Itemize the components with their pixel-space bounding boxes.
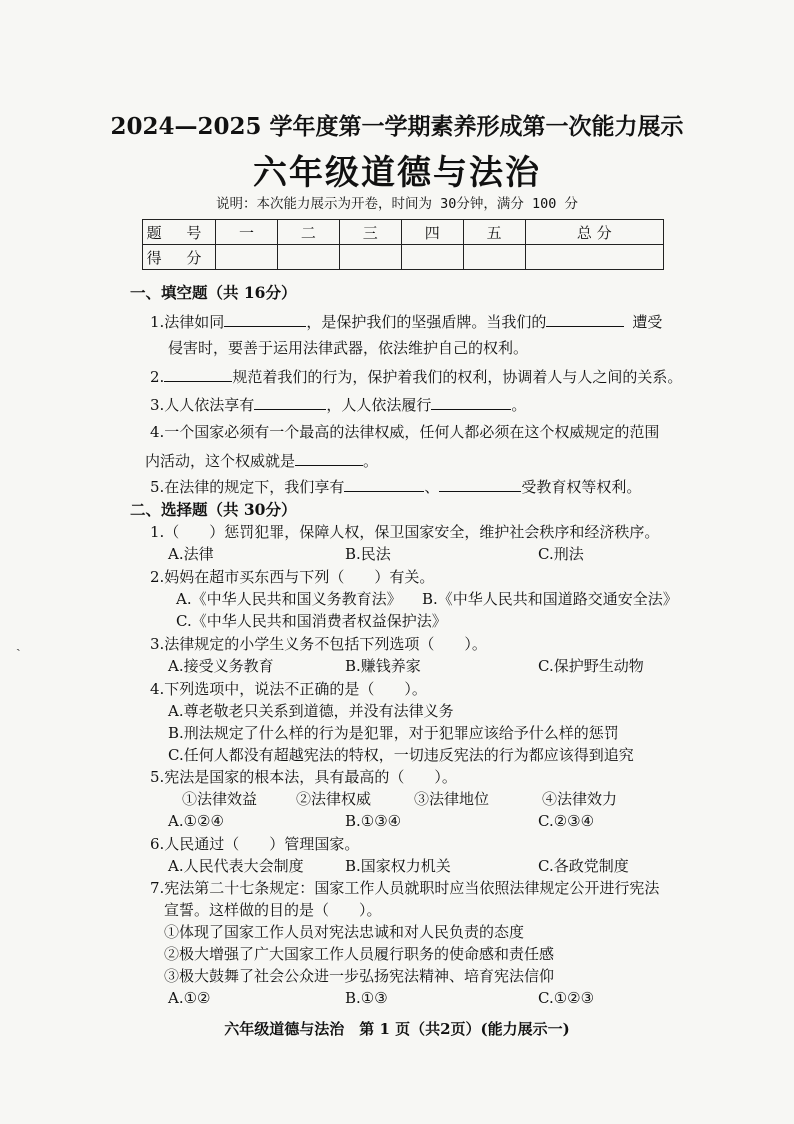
q5-blank-2[interactable] xyxy=(439,476,521,492)
q5-option-c[interactable]: C.②③④ xyxy=(538,812,595,830)
q5-option-b[interactable]: B.①③④ xyxy=(345,812,402,830)
fill-question-5 xyxy=(150,476,641,497)
q3-blank-1[interactable] xyxy=(254,394,326,410)
q4-option-b[interactable]: B.刑法规定了什么样的行为是犯罪，对于犯罪应该给予什么样的惩罚 xyxy=(168,724,619,742)
q2-option-b[interactable]: B.《中华人民共和国道路交通安全法》 xyxy=(422,590,678,608)
score-cell-2: 二 xyxy=(277,220,339,245)
score-cell-3: 三 xyxy=(339,220,401,245)
choice-question-5: 5.宪法是国家的根本法，具有最高的（ ）。 xyxy=(150,768,457,786)
fill-question-4-cont xyxy=(145,450,378,471)
choice-question-1: 1.（ ）惩罚犯罪，保障人权，保卫国家安全，维护社会秩序和经济秩序。 xyxy=(150,523,660,541)
q6-option-a[interactable]: A.人民代表大会制度 xyxy=(168,857,304,875)
score-cell-label: 题 号 xyxy=(143,220,216,245)
score-input-1[interactable] xyxy=(216,245,278,270)
q7-option-b[interactable]: B.①③ xyxy=(345,989,388,1007)
q4-option-a[interactable]: A.尊老敬老只关系到道德，并没有法律义务 xyxy=(168,702,454,720)
q3-text-a: 3.人人依法享有 xyxy=(150,396,255,414)
q1-option-a[interactable]: A.法律 xyxy=(168,545,214,563)
q4-blank[interactable] xyxy=(295,450,363,466)
q1-option-c[interactable]: C.刑法 xyxy=(538,545,584,563)
q7-item-2: ②极大增强了广大国家工作人员履行职务的使命感和责任感 xyxy=(164,945,555,963)
scan-mark: ˎ xyxy=(16,636,21,652)
q4-text-b: 内活动，这个权威就是 xyxy=(145,452,296,470)
score-cell-1: 一 xyxy=(216,220,278,245)
q1-blank-2[interactable] xyxy=(546,311,624,327)
choice-question-6: 6.人民通过（ ）管理国家。 xyxy=(150,835,360,853)
q5-blank-1[interactable] xyxy=(344,476,424,492)
q6-option-b[interactable]: B.国家权力机关 xyxy=(345,857,451,875)
q1-option-b[interactable]: B.民法 xyxy=(345,545,391,563)
choice-question-7-cont: 宣誓。这样做的目的是（ ）。 xyxy=(164,901,382,919)
exam-instructions: 说明：本次能力展示为开卷，时间为 30分钟，满分 100 分 xyxy=(215,196,579,212)
q3-option-a[interactable]: A.接受义务教育 xyxy=(168,657,274,675)
score-input-total[interactable] xyxy=(525,245,663,270)
q5-item-2: ②法律权威 xyxy=(296,790,372,808)
score-cell-total: 总 分 xyxy=(525,220,663,245)
choice-question-7: 7.宪法第二十七条规定：国家工作人员就职时应当依照法律规定公开进行宪法 xyxy=(150,879,660,897)
q1-text-b: ，是保护我们的坚强盾牌。当我们的 xyxy=(306,313,547,331)
choice-question-2: 2.妈妈在超市买东西与下列（ ）有关。 xyxy=(150,568,435,586)
q7-option-a[interactable]: A.①② xyxy=(168,989,211,1007)
choice-question-4: 4.下列选项中，说法不正确的是（ ）。 xyxy=(150,680,427,698)
q5-text-b: 、 xyxy=(424,478,440,496)
q5-item-1: ①法律效益 xyxy=(182,790,258,808)
score-input-4[interactable] xyxy=(401,245,463,270)
fill-question-3 xyxy=(150,394,526,415)
q4-option-c[interactable]: C.任何人都没有超越宪法的特权，一切违反宪法的行为都应该得到追究 xyxy=(168,746,634,764)
q7-item-1: ①体现了国家工作人员对宪法忠诚和对人民负责的态度 xyxy=(164,923,525,941)
fill-question-1 xyxy=(150,311,662,332)
subject-title: 六年级道德与法治 xyxy=(253,153,541,193)
q1-blank-1[interactable] xyxy=(224,311,306,327)
q2-option-c[interactable]: C.《中华人民共和国消费者权益保护法》 xyxy=(176,612,447,630)
q5-option-a[interactable]: A.①②④ xyxy=(168,812,224,830)
q3-blank-2[interactable] xyxy=(431,394,511,410)
fill-question-4: 4.一个国家必须有一个最高的法律权威，任何人都必须在这个权威规定的范围 xyxy=(150,423,660,441)
q3-text-c: 。 xyxy=(511,396,527,414)
score-cell-5: 五 xyxy=(463,220,525,245)
score-table-score-row xyxy=(143,245,664,270)
q2-blank[interactable] xyxy=(164,366,232,382)
q3-text-b: ，人人依法履行 xyxy=(326,396,432,414)
q2-text-a: 2. xyxy=(150,368,165,386)
q5-text-a: 5.在法律的规定下，我们享有 xyxy=(150,478,345,496)
q7-option-c[interactable]: C.①②③ xyxy=(538,989,595,1007)
section1-heading: 一、填空题（共 16分） xyxy=(130,283,297,302)
q5-item-4: ④法律效力 xyxy=(542,790,618,808)
fill-question-2 xyxy=(150,366,682,387)
exam-title: 2024—2025 学年度第一学期素养形成第一次能力展示 xyxy=(110,113,684,140)
q7-item-3: ③极大鼓舞了社会公众进一步弘扬宪法精神、培育宪法信仰 xyxy=(164,967,555,985)
section2-heading: 二、选择题（共 30分） xyxy=(130,500,297,519)
score-input-2[interactable] xyxy=(277,245,339,270)
q3-option-b[interactable]: B.赚钱养家 xyxy=(345,657,421,675)
score-table-header-row xyxy=(143,220,664,245)
q3-option-c[interactable]: C.保护野生动物 xyxy=(538,657,644,675)
q4-text-c: 。 xyxy=(363,452,379,470)
score-table xyxy=(142,219,664,270)
score-cell-4: 四 xyxy=(401,220,463,245)
q5-item-3: ③法律地位 xyxy=(414,790,490,808)
score-row-label: 得 分 xyxy=(143,245,216,270)
choice-question-3: 3.法律规定的小学生义务不包括下列选项（ ）。 xyxy=(150,635,487,653)
q2-text-b: 规范着我们的行为，保护着我们的权利，协调着人与人之间的关系。 xyxy=(232,368,683,386)
q1-text-a: 1.法律如同 xyxy=(150,313,225,331)
fill-question-1-cont: 侵害时，要善于运用法律武器，依法维护自己的权利。 xyxy=(168,339,529,357)
page-footer: 六年级道德与法治 第 1 页（共2页）(能力展示一) xyxy=(224,1020,570,1038)
score-input-3[interactable] xyxy=(339,245,401,270)
q1-text-c: 遭受 xyxy=(632,313,663,331)
q5-text-c: 受教育权等权利。 xyxy=(521,478,642,496)
q6-option-c[interactable]: C.各政党制度 xyxy=(538,857,629,875)
score-input-5[interactable] xyxy=(463,245,525,270)
q2-option-a[interactable]: A.《中华人民共和国义务教育法》 xyxy=(176,590,402,608)
